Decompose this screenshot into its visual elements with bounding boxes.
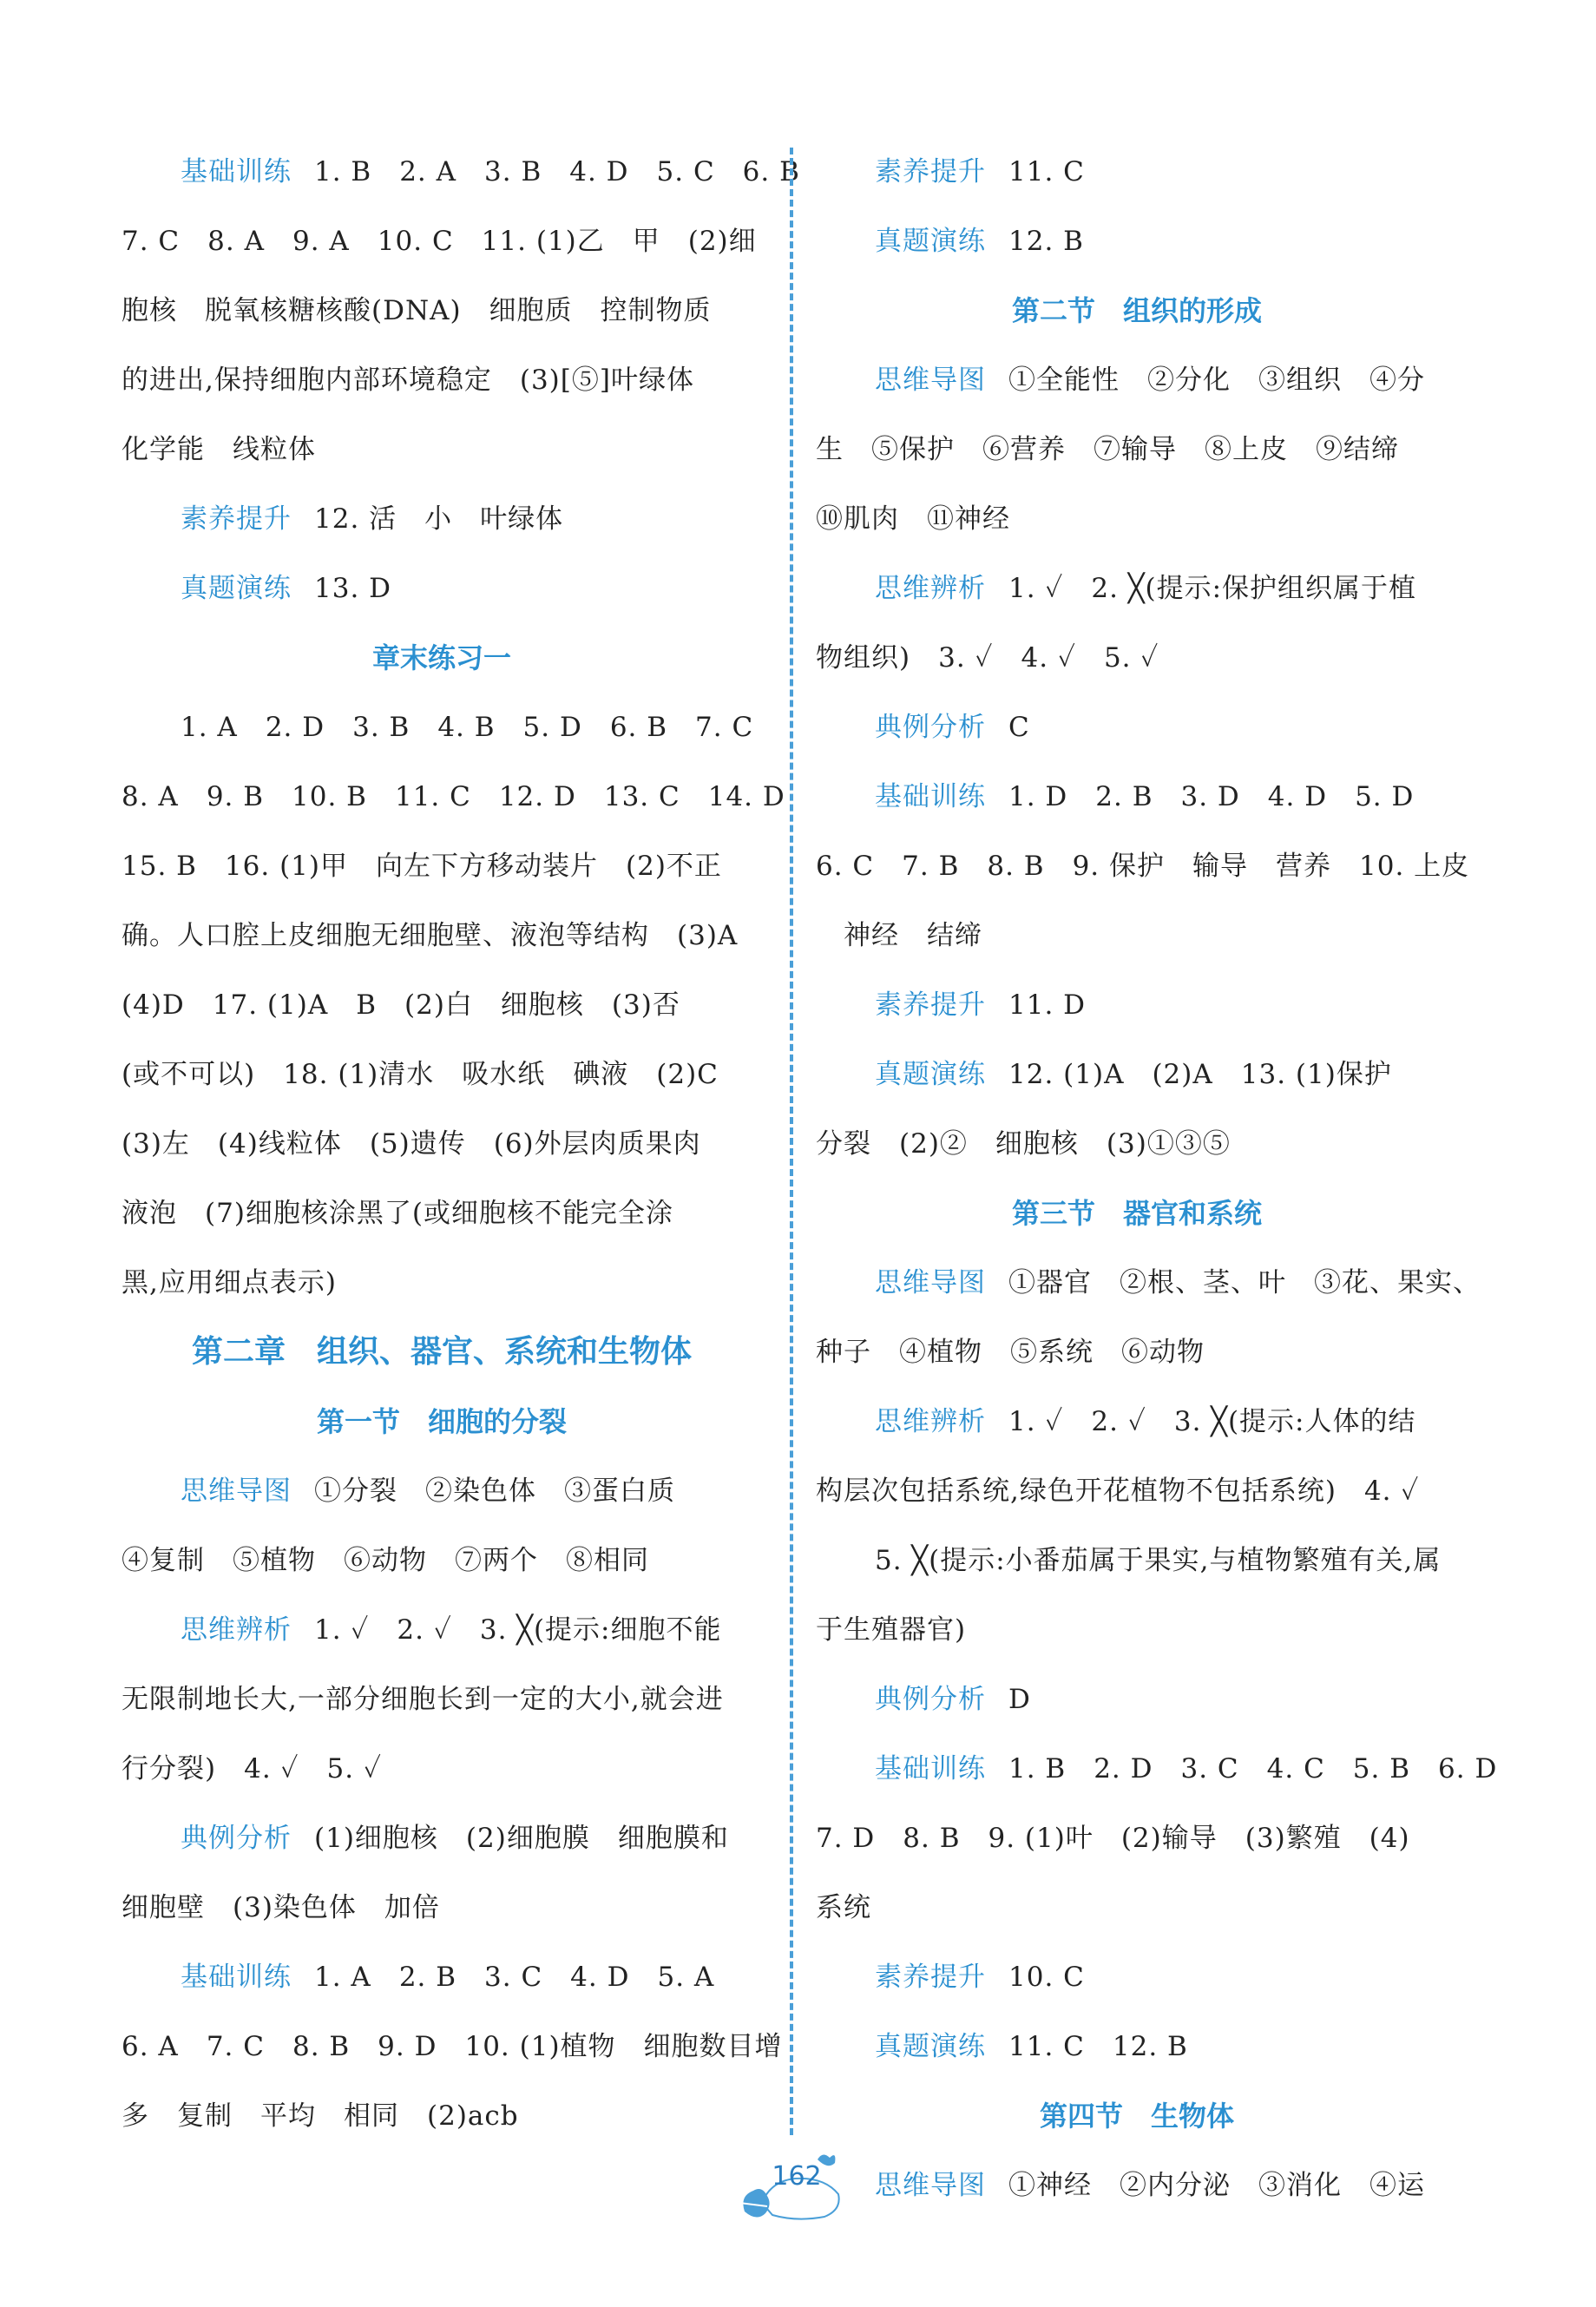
section-heading: 章末练习一 [371,641,511,674]
page-number: 162 [772,2161,822,2192]
answer-line [122,424,762,493]
answer-text: 1. A 2. B 3. C 4. D 5. A [314,1962,715,1993]
section-label: 典例分析 [875,712,986,743]
answer-text: 6. C 7. B 8. B 9. 保护 输导 营养 10. 上皮 [816,851,1470,882]
answer-line [122,1673,762,1743]
answer-text: 构层次包括系统,绿色开花植物不包括系统) 4. ✓ [816,1476,1420,1507]
section-heading: 第二节 组织的形成 [1011,294,1262,327]
left-column [122,146,800,2159]
section-label: 真题演练 [181,573,292,604]
answer-text: 的进出,保持细胞内部环境稳定 (3)[⑤]叶绿体 [122,365,694,396]
section-label: 真题演练 [875,2031,986,2062]
answer-text: (3)左 (4)线粒体 (5)遗传 (6)外层肉质果肉 [122,1128,701,1160]
answer-line [816,1326,1458,1396]
answer-text: 系统 [816,1892,871,1923]
answer-text: ①分裂 ②染色体 ③蛋白质 [314,1476,675,1507]
answer-line [816,354,1458,424]
answer-line [122,2090,762,2159]
answer-text: D [1008,1684,1031,1715]
answer-line [122,1048,762,1118]
answer-line [122,1812,762,1882]
answer-text: 1. ✓ 2. ✓ 3. ╳(提示:人体的结 [1008,1406,1416,1437]
section-heading: 第四节 生物体 [1039,2100,1234,2133]
answer-line [122,1604,762,1673]
answer-text: 15. B 16. (1)甲 向左下方移动装片 (2)不正 [122,851,722,882]
answer-text: 分裂 (2)② 细胞核 (3)①③⑤ [816,1128,1231,1160]
answer-line [816,1396,1458,1465]
answer-line [122,1882,762,1951]
section-label: 思维辨析 [875,1406,986,1437]
answer-line [122,910,762,979]
section-label: 素养提升 [181,503,292,535]
answer-text: 11. D [1008,989,1087,1021]
answer-line [122,146,800,215]
answer-text: ⑩肌肉 ⑪神经 [816,503,1010,535]
section-label: 思维导图 [181,1476,292,1507]
section-label: 典例分析 [181,1823,292,1854]
answer-line [122,215,762,285]
answer-text: 8. A 9. B 10. B 11. C 12. D 13. C 14. D [122,781,785,812]
column-divider [790,148,793,2135]
answer-line [816,1673,1458,1743]
section-label: 思维辨析 [181,1614,292,1646]
answer-text: 于生殖器官) [816,1614,967,1646]
answer-line [122,562,762,632]
answer-line [122,354,762,424]
section-label: 思维辨析 [875,573,986,604]
answer-text: (1)细胞核 (2)细胞膜 细胞膜和 [314,1823,729,1854]
answer-text: 细胞壁 (3)染色体 加倍 [122,1892,440,1923]
answer-line [122,701,762,771]
answer-line [122,979,762,1048]
answer-line [816,771,1458,840]
section-label: 基础训练 [875,781,986,812]
answer-text: 化学能 线粒体 [122,434,316,465]
answer-line [816,979,1458,1048]
answer-text: 神经 结缔 [816,920,982,951]
answer-line [816,1604,1458,1673]
right-column [816,146,1498,2229]
answer-text: 1. B 2. A 3. B 4. D 5. C 6. B [314,156,800,187]
answer-text: ①器官 ②根、茎、叶 ③花、果实、 [1008,1267,1481,1298]
section-label: 真题演练 [875,1059,986,1090]
answer-text: 7. D 8. B 9. (1)叶 (2)输导 (3)繁殖 (4) [816,1823,1410,1854]
answer-text: 确。人口腔上皮细胞无细胞壁、液泡等结构 (3)A [122,920,739,951]
answer-text: 11. C [1008,156,1085,187]
answer-text: ①神经 ②内分泌 ③消化 ④运 [1008,2170,1425,2201]
answer-line [816,701,1458,771]
answer-line [122,493,762,562]
answer-line [816,424,1458,493]
answer-line [122,1465,762,1535]
section-label: 思维导图 [875,365,986,396]
answer-text: 7. C 8. A 9. A 10. C 11. (1)乙 甲 (2)细 [122,226,757,257]
section-label: 基础训练 [181,156,292,187]
answer-line [816,493,1458,562]
answer-text: 胞核 脱氧核糖核酸(DNA) 细胞质 控制物质 [122,295,712,326]
answer-line [122,2021,783,2090]
section-heading: 第一节 细胞的分裂 [316,1405,567,1438]
answer-text: 多 复制 平均 相同 (2)acb [122,2100,519,2132]
section-label: 素养提升 [875,989,986,1021]
answer-line [816,910,1458,979]
answer-line [816,1048,1458,1118]
answer-text: 10. C [1008,1962,1085,1993]
answer-text: 1. B 2. D 3. C 4. C 5. B 6. D [1008,1753,1498,1784]
answer-text: 12. 活 小 叶绿体 [314,503,564,535]
answer-text: 黑,应用细点表示) [122,1267,337,1298]
answer-line [816,1812,1458,1882]
answer-line [816,632,1458,701]
answer-line [816,1882,1458,1951]
answer-line [816,2159,1458,2229]
answer-line [816,840,1470,910]
page-number-badge [727,2142,866,2225]
answer-text: 1. ✓ 2. ╳(提示:保护组织属于植 [1008,573,1417,604]
section-label: 思维导图 [875,2170,986,2201]
answer-line [816,562,1458,632]
section-label: 基础训练 [875,1753,986,1784]
answer-text: 生 ⑤保护 ⑥营养 ⑦输导 ⑧上皮 ⑨结缔 [816,434,1399,465]
section-label: 素养提升 [875,156,986,187]
answer-text: ④复制 ⑤植物 ⑥动物 ⑦两个 ⑧相同 [122,1545,649,1576]
answer-line [122,771,785,840]
section-label: 真题演练 [875,226,986,257]
section-label: 典例分析 [875,1684,986,1715]
answer-line [816,1743,1498,1812]
chapter-heading: 第二章 组织、器官、系统和生物体 [191,1334,692,1370]
answer-text: 物组织) 3. ✓ 4. ✓ 5. ✓ [816,642,1159,674]
section-heading: 第三节 器官和系统 [1011,1197,1262,1230]
answer-text: 1. A 2. D 3. B 4. B 5. D 6. B 7. C [181,712,754,743]
answer-line [816,1118,1458,1187]
answer-text: 12. (1)A (2)A 13. (1)保护 [1008,1059,1392,1090]
answer-text: 无限制地长大,一部分细胞长到一定的大小,就会进 [122,1684,724,1715]
section-label: 素养提升 [875,1962,986,1993]
answer-line [122,1535,762,1604]
answer-line [816,1465,1458,1535]
answer-line [816,1535,1458,1604]
answer-line [122,285,762,354]
answer-line [122,1187,762,1257]
answer-text: (4)D 17. (1)A B (2)白 细胞核 (3)否 [122,989,680,1021]
answer-line [816,146,1458,215]
answer-text: 行分裂) 4. ✓ 5. ✓ [122,1753,382,1784]
section-label: 基础训练 [181,1962,292,1993]
answer-text: 6. A 7. C 8. B 9. D 10. (1)植物 细胞数目增 [122,2031,783,2062]
answer-line [122,1743,762,1812]
section-label: 思维导图 [875,1267,986,1298]
answer-text: 5. ╳(提示:小番茄属于果实,与植物繁殖有关,属 [875,1545,1442,1576]
answer-text: ①全能性 ②分化 ③组织 ④分 [1008,365,1425,396]
answer-line [816,2021,1458,2090]
answer-line [816,215,1458,285]
answer-text: 13. D [314,573,392,604]
answer-text: 1. ✓ 2. ✓ 3. ╳(提示:细胞不能 [314,1614,722,1646]
answer-text: 种子 ④植物 ⑤系统 ⑥动物 [816,1337,1205,1368]
answer-text: C [1008,712,1030,743]
answer-line [816,1951,1458,2021]
answer-text: 1. D 2. B 3. D 4. D 5. D [1008,781,1415,812]
answer-line [816,1257,1481,1326]
answer-text: 11. C 12. B [1008,2031,1188,2062]
answer-text: 12. B [1008,226,1084,257]
answer-text: (或不可以) 18. (1)清水 吸水纸 碘液 (2)C [122,1059,719,1090]
answer-line [122,1951,762,2021]
answer-text: 液泡 (7)细胞核涂黑了(或细胞核不能完全涂 [122,1198,674,1229]
answer-line [122,1118,762,1187]
answer-line [122,1257,762,1326]
answer-line [122,840,762,910]
